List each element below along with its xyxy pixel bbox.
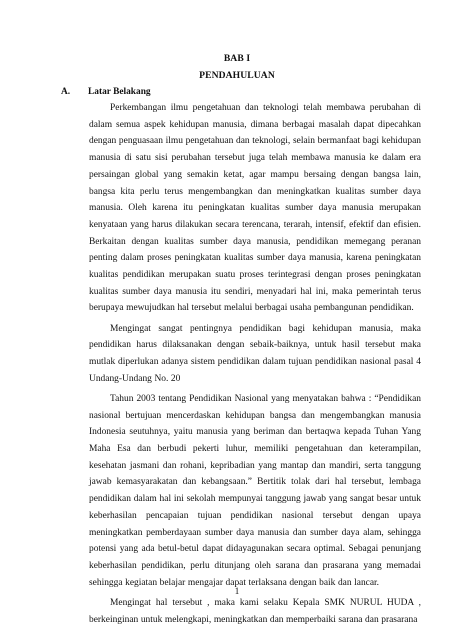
body-text	[89, 100, 421, 632]
chapter-number: BAB I	[223, 53, 251, 64]
section-heading	[61, 87, 151, 97]
paragraph: Perkembangan ilmu pengetahuan dan teknologi telah membawa perubahan di dalam semua aspek kehidupan manusia, dimana berbagai masalah dapat dipecahkan dengan penguasaan ilmu pengetahuan dan teknologi, selain bermanfaat bagi kehidupan manusia di satu sisi perubahan tersebut juga telah membawa manusia ke dalam era persaingan global yang semakin ketat, agar mampu bersaing dengan bangsa lain, bangsa kita perlu terus mengembangkan dan meningkatkan kualitas sumber daya manusia. Oleh karena itu peningkatan kualitas sumber daya manusia merupakan kenyataan yang harus dilakukan secara terencana, terarah, intensif, efektif dan efisien. Berkaitan dengan kualitas sumber daya manusia, pendidikan memegang peranan penting dalam proses peningkatan kualitas sumber daya manusia, karena peningkatan kualitas pendidikan merupakan suatu proses terintegrasi dengan proses peningkatan kualitas sumber daya manusia itu sendiri, menyadari hal ini, maka pemerintah terus berupaya mewujudkan hal tersebut melalui berbagai usaha pembangunan pendidikan.	[89, 103, 421, 314]
paragraph: Mengingat hal tersebut , maka kami selaku Kepala SMK NURUL HUDA , berkeinginan untuk melengkapi, meningkatkan dan memperbaiki sarana dan prasarana	[89, 597, 421, 625]
paragraph: Mengingat sangat pentingnya pendidikan bagi kehidupan manusia, maka pendidikan harus dilaksanakan dengan sebaik-baiknya, untuk hasil tersebut maka mutlak diperlukan adanya sistem pendidikan dalam tujuan pendidikan nasional pasal 4 Undang-Undang No. 20	[89, 323, 421, 384]
section-number: A.	[61, 87, 71, 97]
page-number: 1	[234, 586, 240, 596]
chapter-title: PENDAHULUAN	[199, 70, 275, 81]
section-title: Latar Belakang	[88, 87, 151, 97]
paragraph: Tahun 2003 tentang Pendidikan Nasional yang menyatakan bahwa : “Pendidikan nasional bertujuan mencerdaskan kehidupan bangsa dan mengembangkan manusia Indonesia seutuhnya, yaitu manusia yang beriman dan bertaqwa kepada Tuhan Yang Maha Esa dan berbudi pekerti luhur, memiliki pengetahuan dan keterampilan, kesehatan jasmani dan rohani, kepribadian yang mantap dan mandiri, serta tanggung jawab kemasyarakatan dan kebangsaan.” Bertitik tolak dari hal tersebut, lembaga pendidikan dalam hal ini sekolah mempunyai tanggung jawab yang sangat besar untuk keberhasilan pencapaian tujuan pendidikan nasional tersebut dengan upaya meningkatkan pemberdayaan sumber daya manusia dan sumber daya alam, sehingga potensi yang ada betul-betul dapat didayagunakan secara optimal. Sebagai penunjang keberhasilan pendidikan, perlu ditunjang oleh sarana dan prasarana yang memadai sehingga kegiatan belajar mengajar dapat terlaksana dengan baik dan lancar.	[89, 393, 421, 588]
